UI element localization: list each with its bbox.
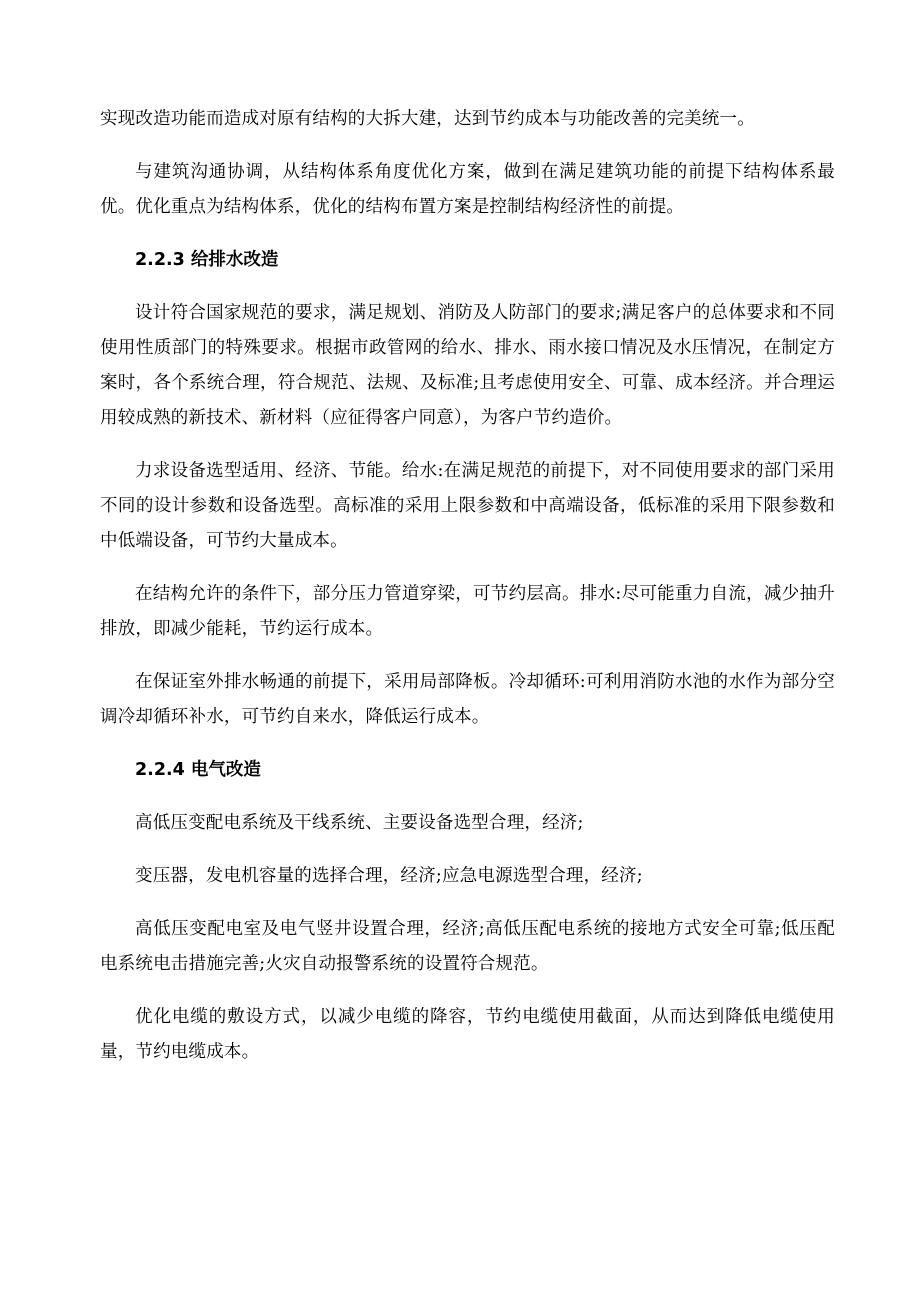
paragraph-10: 优化电缆的敷设方式，以减少电缆的降容，节约电缆使用截面，从而达到降低电缆使用量，节约电缆成本。 [100,1007,835,1062]
paragraph-5: 在结构允许的条件下，部分压力管道穿梁，可节约层高。排水:尽可能重力自流，减少抽升排放，即减少能耗，节约运行成本。 [100,584,835,639]
paragraph-9: 高低压变配电室及电气竖井设置合理，经济;高低压配电系统的接地方式安全可靠;低压配电系统电击措施完善;火灾自动报警系统的设置符合规范。 [100,919,835,974]
paragraph-3: 设计符合国家规范的要求，满足规划、消防及人防部门的要求;满足客户的总体要求和不同使用性质部门的特殊要求。根据市政管网的给水、排水、雨水接口情况及水压情况，在制定方案时，各个系统合理，符合规范、法规、及标准;且考虑使用安全、可靠、成本经济。并合理运用较成熟的新技术、新材料（应征得客户同意），为客户节约造价。 [100,303,835,428]
paragraph-6: 在保证室外排水畅通的前提下，采用局部降板。冷却循环:可利用消防水池的水作为部分空调冷却循环补水，可节约自来水，降低运行成本。 [100,672,835,727]
paragraph-8: 变压器，发电机容量的选择合理，经济;应急电源选型合理，经济; [135,866,643,886]
paragraph-4: 力求设备选型适用、经济、节能。给水:在满足规范的前提下，对不同使用要求的部门采用不同的设计参数和设备选型。高标准的采用上限参数和中高端设备，低标准的采用下限参数和中低端设备，可节约大量成本。 [100,461,835,551]
section-heading-2-2-4: 2.2.4 电气改造 [135,760,261,780]
document-body [100,102,835,1088]
paragraph-7: 高低压变配电系统及干线系统、主要设备选型合理，经济; [135,813,584,833]
paragraph-2: 与建筑沟通协调，从结构体系角度优化方案，做到在满足建筑功能的前提下结构体系最优。优化重点为结构体系，优化的结构布置方案是控制结构经济性的前提。 [100,162,835,217]
section-heading-2-2-3: 2.2.3 给排水改造 [135,250,279,270]
paragraph-1: 实现改造功能而造成对原有结构的大拆大建，达到节约成本与功能改善的完美统一。 [100,109,755,129]
